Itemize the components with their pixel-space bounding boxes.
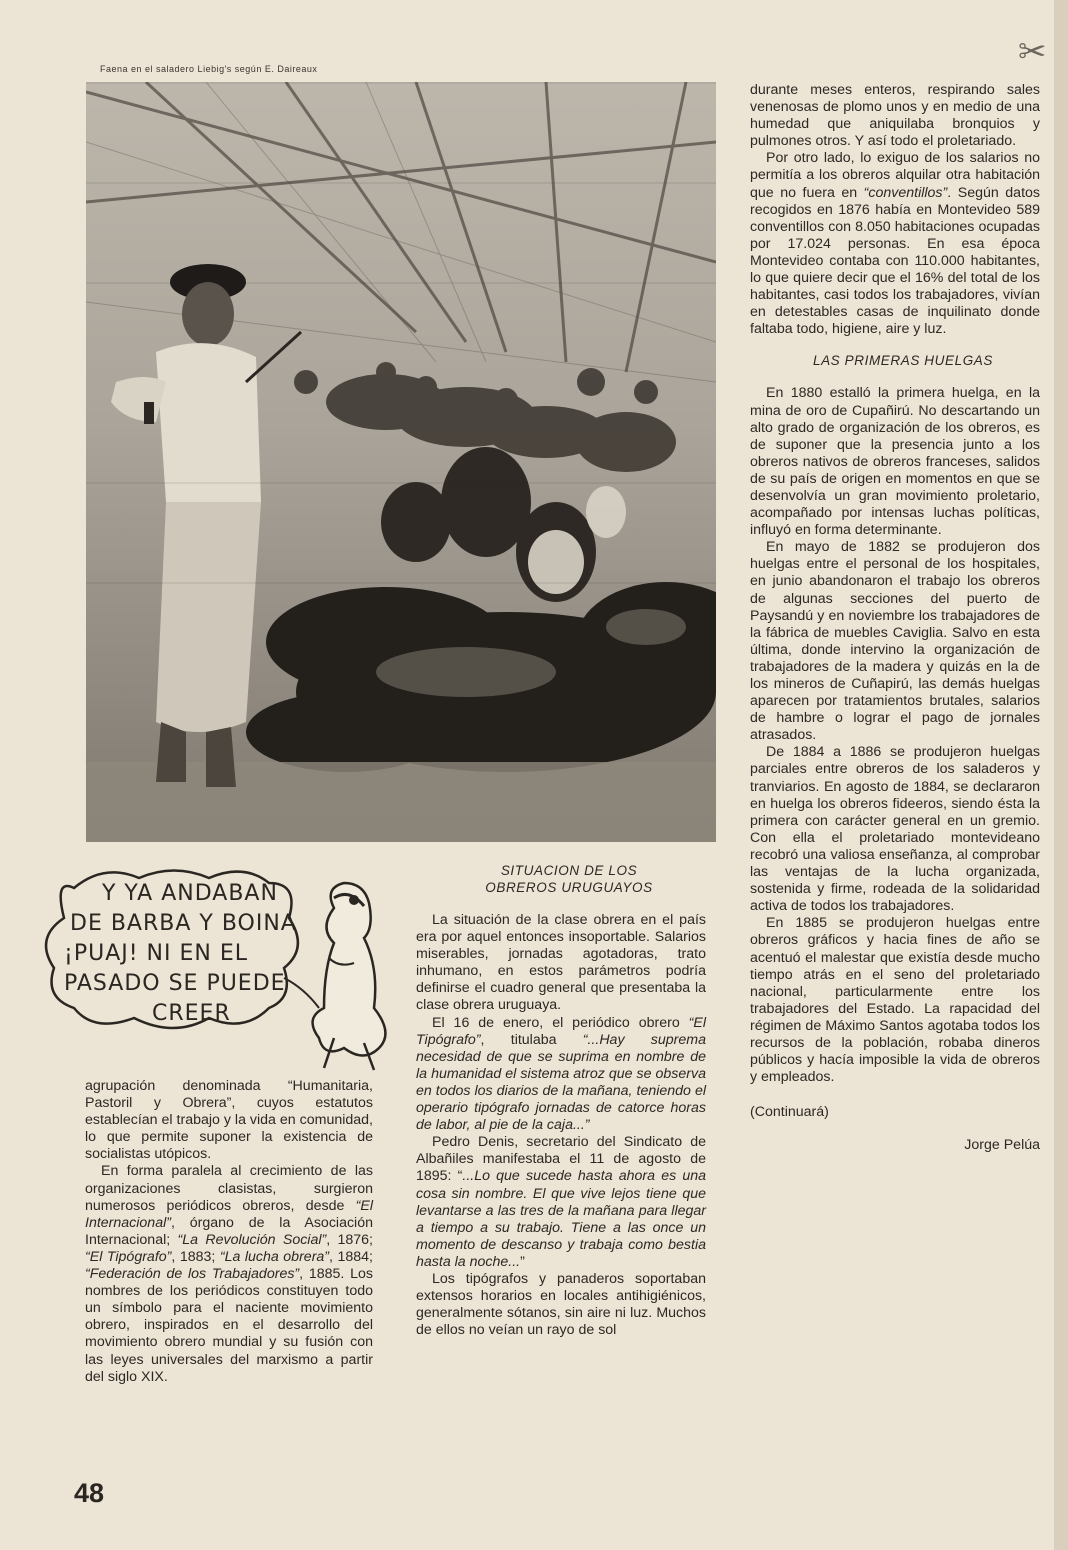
continued-note: (Continuará): [750, 1104, 829, 1121]
page-number: 48: [74, 1478, 105, 1508]
svg-text:Y YA ANDABAN DE BARBA Y: [64, 881, 305, 1026]
section-heading-line-1: SITUACION DE LOS: [500, 863, 638, 878]
paragraph: La situación de la clase obrera en el país era por aquel entonces insoportable. Salarios miserables, jornadas agotadoras, trato inhumano, en estos parámetros podría definirse el cuadro general que presentaba la clase obrera uruguaya.: [416, 912, 706, 1014]
page-edge: [1054, 0, 1068, 1550]
paragraph-conventillos: Por otro lado, lo exiguo de los salarios no permitía a los obreros alquilar otra habitación que no fuera en “conventillos”. Según datos recogidos en 1876 había en Montevideo 589 conventillos con 8.050 habitaciones ocupadas por 17.024 personas. En esa época Montevideo contaba con 110.000 habitantes, lo que quiere decir que el 16% del total de los habitantes, casi todos los trabajadores, vivían en detestables casas de inquilinato donde faltaba todo, higiene, aire y luz.: [750, 150, 1040, 338]
paragraph-denis: Pedro Denis, secretario del Sindicato de Albañiles manifestaba el 11 de agosto de 1895: “...Lo que sucede hasta ahora es una cosa sin nombre. El que vive lejos tiene que levantarse a las tres de la mañana para llegar a tiempo a su trabajo. Tiene a las once un momento de descanso y trabaja como bestia hasta la noche...”: [416, 1134, 707, 1270]
cartoon-line-1: Y YA ANDABAN: [102, 881, 278, 906]
paragraph: agrupación denominada “Humanitaria, Pastoril y Obrera”, cuyos estatutos establecían el trabajo y la vida en comunidad, lo que permite suponer la existencia de socialistas utópicos.: [85, 1078, 373, 1163]
section-heading-line-2: OBREROS URUGUAYOS: [485, 880, 653, 895]
paragraph: De 1884 a 1886 se produjeron huelgas parciales entre obreros de los saladeros y tranviarios. En agosto de 1884, se declararon en huelga los obreros fideeros, siendo ésta la primera con carácter general en un gremio. Con ella el proletariado montevideano recobró una valiosa enseñanza, al comprobar las ventajas de la lucha organizada, sostenida y firme, rodeada de la solidaridad activa de todos los trabajadores.: [750, 744, 1040, 915]
cartoon-line-4: PASADO SE PUEDE: [64, 971, 286, 996]
author: Jorge Pelúa: [964, 1137, 1040, 1154]
paragraph: En 1880 estalló la primera huelga, en la mina de oro de Cupañirú. No descartando un alto grado de organización de los obreros, es de suponer que la presencia junto a los obreros nativos de obreros franceses, salidos de su país de origen en momentos en que se desenvolvía un gran movimiento proletario, acompañado por intensas luchas políticas, influyó en forma determinante.: [750, 385, 1040, 539]
saladero-illustration: [86, 82, 716, 842]
paragraph: En mayo de 1882 se produjeron dos huelgas entre el personal de los hospitales, en junio abandonaron el trabajo los obreros de algunas secciones del puerto de Paysandú y en noviembre los trabajadores de la fábrica de muebles Caviglia. Salvo en esta última, donde intervino la organización de trabajadores de la madera y quizás en la de los mineros de Cuñapirú, las demás huelgas aparecen por tratamientos brutales, salarios de hambre o lograr el pago de jornales atrasados.: [750, 539, 1040, 744]
cartoon-line-2: DE BARBA Y BOINA: [70, 911, 297, 936]
scissors-icon: ✂: [1018, 32, 1047, 72]
photo-caption: Faena en el saladero Liebig's según E. Daireaux: [100, 64, 318, 74]
paragraph: En 1885 se produjeron huelgas entre obreros gráficos y hacia fines de año se acentuó el malestar que existía desde mucho tiempo atrás en el seno del proletariado nacional, particularmente entre los trabajadores del Estado. La rapacidad del régimen de Máximo Santos agotaba todos los recursos de la población, robaba dineros públicos y hacía imposible la vida de obreros y empleados.: [750, 915, 1040, 1086]
paragraph: Los tipógrafos y panaderos soportaban extensos horarios en locales antihigiénicos, generalmente sótanos, sin aire ni luz. Muchos de ellos no veían un rayo de sol: [416, 1270, 706, 1339]
cartoon: [34, 858, 414, 1078]
paragraph-periodicos: En forma paralela al crecimiento de las organizaciones clasistas, surgieron numerosos periódicos obreros, desde “El Internacional”, órgano de la Asociación Internacional; “La Revolución Social”, 1876; “El Tipógrafo”, 1883; “La lucha obrera”, 1884; “Federación de los Trabajadores”, 1885. Los nombres de los periódicos constituyen todo un símbolo para el naciente movimiento obrero, inspirados en el desarrollo del movimiento obrero mundial y su fusión con las leyes universales del marxismo a partir del siglo XIX.: [85, 1163, 374, 1385]
paragraph-tipografo: El 16 de enero, el periódico obrero “El Tipógrafo”, titulaba “...Hay suprema necesidad de que se suprima en nombre de la humanidad el sistema atroz que se observa en todos los diarios de la mañana, teniendo el operario tipógrafo jornadas de catorce horas de labor, al pie de la caja...”: [416, 1014, 707, 1134]
middle-column: [416, 862, 706, 1339]
cartoon-line-3: ¡PUAJ! NI EN EL: [64, 941, 248, 966]
section-heading: LAS PRIMERAS HUELGAS: [812, 353, 994, 369]
cartoon-line-5: CREER: [152, 1001, 231, 1026]
saladero-photo: [86, 82, 716, 842]
left-column: [85, 1078, 373, 1386]
paragraph: durante meses enteros, respirando sales venenosas de plomo unos y en medio de una humedad que aniquilaba bronquios y pulmones otros. Y así todo el proletariado.: [750, 82, 1040, 150]
cartoon-drawing: [34, 858, 414, 1078]
right-column: [750, 82, 1040, 1154]
